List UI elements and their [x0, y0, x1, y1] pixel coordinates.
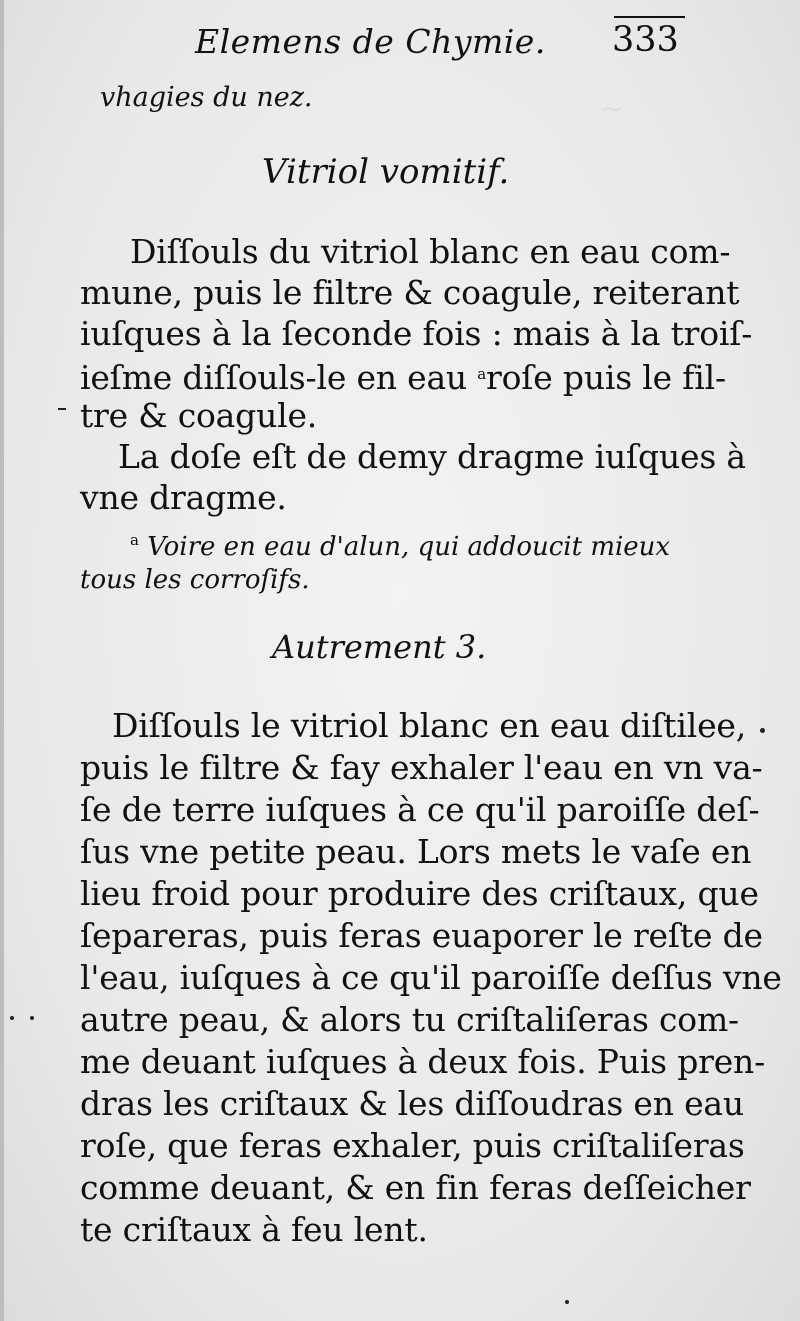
text-line: ſe de terre iuſques à ce qu'il paroiſſe deſ- — [80, 790, 760, 829]
text-line: comme deuant, & en fin feras deſſeicher — [80, 1168, 751, 1207]
text-line: lieu froid pour produire des criſtaux, que — [80, 874, 759, 913]
text-line: Diſſouls le vitriol blanc en eau diſtilee, — [112, 706, 747, 745]
bleed-through-mark: ~ — [600, 92, 624, 125]
text-line: roſe, que feras exhaler, puis criſtaliſeras — [80, 1126, 745, 1165]
text-line: Diſſouls du vitriol blanc en eau com- — [130, 232, 731, 271]
footnote-line: tous les corroſifs. — [80, 565, 310, 595]
text-line: tre & coagule. — [80, 396, 318, 435]
note-mark: a — [130, 531, 139, 549]
text-line: dras les criſtaux & les diſſoudras en eau — [80, 1084, 744, 1123]
text-segment: roſe puis le fil- — [486, 358, 726, 397]
text-segment: ieſme diſſouls-le en eau — [80, 358, 467, 397]
scan-speck — [565, 1300, 569, 1304]
runover-line: vhagies du nez. — [100, 82, 313, 113]
text-line: La doſe eſt de demy dragme iuſques à — [118, 437, 746, 476]
text-line: mune, puis le filtre & coagule, reiterant — [80, 273, 740, 312]
scan-speck — [760, 728, 765, 733]
section-title-vitriol-vomitif: Vitriol vomitif. — [262, 152, 510, 192]
footnote-text: Voire en eau d'alun, qui addoucit mieux — [147, 532, 671, 562]
text-line: te criſtaux à feu lent. — [80, 1210, 428, 1249]
text-line: l'eau, iuſques à ce qu'il paroiſſe deſſus vne — [80, 958, 782, 997]
scan-speck — [30, 1016, 34, 1020]
marginal-mark: a — [477, 365, 487, 383]
running-header: Elemens de Chymie. — [195, 22, 546, 61]
page-edge-shadow — [0, 0, 4, 1321]
text-line: vne dragme. — [80, 478, 287, 517]
text-line: puis le filtre & fay exhaler l'eau en vn va- — [80, 748, 763, 787]
section-title-autrement: Autrement 3. — [272, 628, 487, 666]
text-line: ſepareras, puis feras euaporer le reſte de — [80, 916, 763, 955]
text-line: me deuant iuſques à deux fois. Puis pren- — [80, 1042, 766, 1081]
text-line: autre peau, & alors tu criſtaliſeras com- — [80, 1000, 739, 1039]
scan-speck — [10, 1016, 14, 1020]
text-line — [80, 354, 726, 398]
text-line: ſus vne petite peau. Lors mets le vaſe en — [80, 832, 752, 871]
text-line: iuſques à la ſeconde fois : mais à la troiſ- — [80, 314, 753, 353]
scan-speck — [58, 408, 66, 410]
page-number: 333 — [612, 20, 679, 60]
